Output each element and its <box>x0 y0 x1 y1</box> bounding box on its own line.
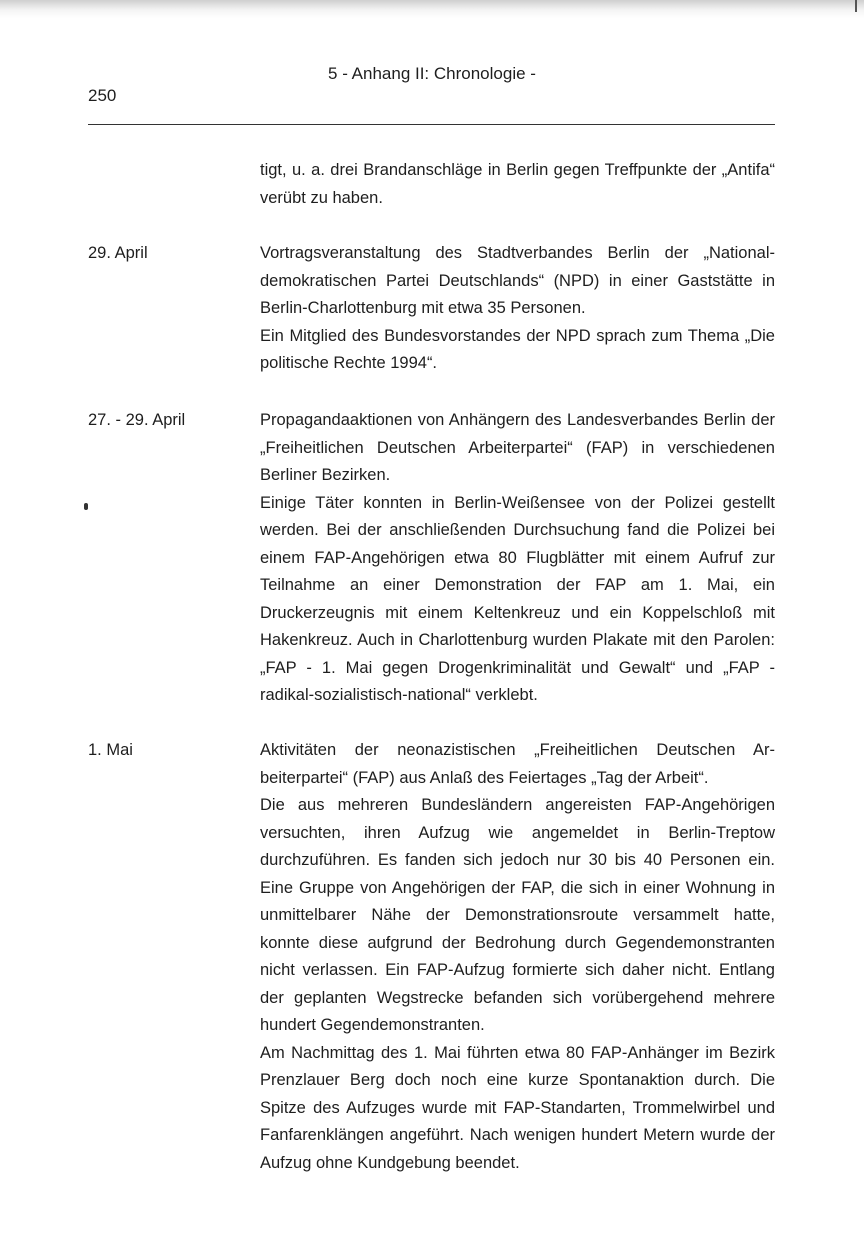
chronology-entry <box>88 240 775 378</box>
entry-paragraph: tigt, u. a. drei Brandanschläge in Berlin gegen Treffpunkte der „Antifa“ verübt zu haben. <box>260 161 775 207</box>
chronology-entry <box>88 737 775 1177</box>
entry-paragraph: Einige Täter konnten in Berlin-Weißensee von der Polizei gestellt werden. Bei der anschließenden Durchsuchung fand die Polizei bei einem FAP-Angehörigen etwa 80 Flugblätter mit einem Aufruf zur Teilnahme an einer Demonstration der FAP am 1. Mai, ein Druckerzeugnis mit einem Keltenkreuz und ein Koppelschloß mit Hakenkreuz. Auch in Charlottenburg wurden Plakate mit den Parolen: „FAP - 1. Mai gegen Drogenkriminalität und Gewalt“ und „FAP - radikal-sozialistisch-national“ verklebt. <box>260 493 775 704</box>
entry-paragraph: Propagandaaktionen von Anhängern des Landesverbandes Berlin der „Freiheitlichen Deutschen Arbeiterpartei“ (FAP) in verschiedenen Berliner Bezirken. <box>260 411 775 484</box>
chronology-entry <box>88 157 775 212</box>
entry-text <box>260 737 775 1177</box>
entry-text <box>260 157 775 212</box>
entry-date: 1. Mai <box>88 741 133 759</box>
running-header: 5 - Anhang II: Chronologie - <box>328 64 536 83</box>
header-rule <box>88 124 775 125</box>
entry-paragraph: Die aus mehreren Bundesländern angereisten FAP-Angehörigen versuchten, ihren Aufzug wie angemeldet in Berlin-Treptow durchzuführen. Es fanden sich jedoch nur 30 bis 40 Personen ein. Eine Gruppe von Angehörigen der FAP, die sich in einer Wohnung in unmittelbarer Nähe der Demonstrationsroute versammelt hatte, konnte diese aufgrund der Bedrohung durch Gegendemonstranten nicht verlassen. Ein FAP-Aufzug formierte sich daher nicht. Entlang der geplanten Wegstrecke befanden sich vorübergehend mehrere hundert Gegendemonstranten. <box>260 796 775 1034</box>
entry-text <box>260 407 775 710</box>
entry-text <box>260 240 775 378</box>
entry-paragraph: Ein Mitglied des Bundesvorstandes der NPD sprach zum Thema „Die politische Rechte 1994“. <box>260 326 775 372</box>
entry-paragraph: Vortragsveranstaltung des Stadtverbandes Berlin der „Nationaldemokratischen Partei Deutschlands“ (NPD) in einer Gaststätte in Berlin-Charlottenburg mit etwa 35 Personen. <box>260 244 775 317</box>
entry-paragraph: Aktivitäten der neonazistischen „Freiheitlichen Deutschen Arbeiterpartei“ (FAP) aus Anlaß des Feiertages „Tag der Arbeit“. <box>260 741 775 787</box>
chronology-entry <box>88 407 775 710</box>
scan-top-edge <box>0 0 864 18</box>
entry-date: 27. - 29. April <box>88 411 186 429</box>
page-number: 250 <box>88 86 117 105</box>
entry-paragraph: Am Nachmittag des 1. Mai führten etwa 80 FAP-Anhänger im Bezirk Prenzlauer Berg doch noch eine kurze Spontanaktion durch. Die Spitze des Aufzuges wurde mit FAP-Standarten, Trommelwirbel und Fanfarenklängen angeführt. Nach wenigen hundert Metern wurde der Aufzug ohne Kundgebung beendet. <box>260 1043 775 1172</box>
entry-date: 29. April <box>88 244 148 262</box>
scan-mark <box>855 0 857 12</box>
